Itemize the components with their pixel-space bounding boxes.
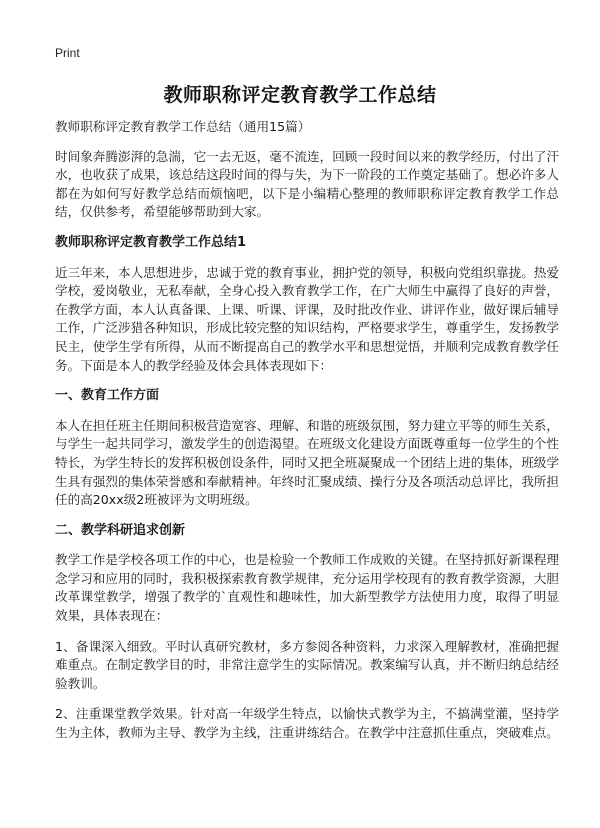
list-item-classroom-effect: 2、注重课堂教学效果。针对高一年级学生特点，以愉快式教学为主，不搞满堂灌，坚持学生为主体，教师为主导、教学为主线，注重讲练结合。在教学中注意抓住重点，突破难点。 <box>55 706 559 741</box>
education-work-heading: 一、教育工作方面 <box>55 388 160 404</box>
document-subtitle: 教师职称评定教育教学工作总结（通用15篇） <box>55 119 311 134</box>
teaching-research-heading: 二、教学科研追求创新 <box>55 522 186 538</box>
intro-paragraph: 时间象奔腾澎湃的急湍，它一去无返，毫不流连，回顾一段时间以来的教学经历，付出了汗水，也收获了成果，该总结这段时间的得与失，为下一阶段的工作奠定基础了。想必许多人都在为如何写好教学总结而烦恼吧，以下是小编精心整理的教师职称评定教育教学工作总结，仅供参考，希望能够帮助到大家。 <box>55 148 559 220</box>
list-item-lesson-prep: 1、备课深入细致。平时认真研究教材，多方参阅各种资料，力求深入理解教材，准确把握难重点。在制定教学目的时，非常注意学生的实际情况。教案编写认真，并不断归纳总结经验教训。 <box>55 638 559 691</box>
section1-heading: 教师职称评定教育教学工作总结1 <box>55 234 247 250</box>
page-title: 教师职称评定教育教学工作总结 <box>163 84 437 106</box>
teaching-research-paragraph: 教学工作是学校各项工作的中心，也是检验一个教师工作成败的关键。在坚持抓好新课程理念学习和应用的同时，我积极探索教育教学规律，充分运用学校现有的教育教学资源，大胆改革课堂教学，增强了教学的`直观性和趣味性，加大新型教学方法使用力度，取得了明显效果，具体表现在： <box>55 552 559 624</box>
print-link[interactable]: Print <box>55 46 80 60</box>
section1-paragraph: 近三年来，本人思想进步，忠诚于党的教育事业，拥护党的领导，积极向党组织靠拢。热爱学校，爱岗敬业，无私奉献，全身心投入教育教学工作，在广大师生中赢得了良好的声誉，在教学方面，本人认真备课、上课、听课、评课，及时批改作业、讲评作业，做好课后辅导工作，广泛涉猎各种知识，形成比较完整的知识结构，严格要求学生，尊重学生，发扬教学民主，使学生学有所得，从而不断提高自己的教学水平和思想觉悟，并顺利完成教育教学任务。下面是本人的教学经验及体会具体表现如下： <box>55 264 559 373</box>
document-body <box>55 118 559 755</box>
education-work-paragraph: 本人在担任班主任期间积极营造宽容、理解、和谐的班级氛围，努力建立平等的师生关系，与学生一起共同学习，激发学生的创造渴望。在班级文化建设方面既尊重每一位学生的个性特长，为学生特长的发挥积极创设条件，同时又把全班凝聚成一个团结上进的集体，班级学生具有强烈的集体荣誉感和奉献精神。年终时汇聚成绩、操行分及各项活动总评比，我所担任的高20xx级2班被评为文明班级。 <box>55 417 559 508</box>
